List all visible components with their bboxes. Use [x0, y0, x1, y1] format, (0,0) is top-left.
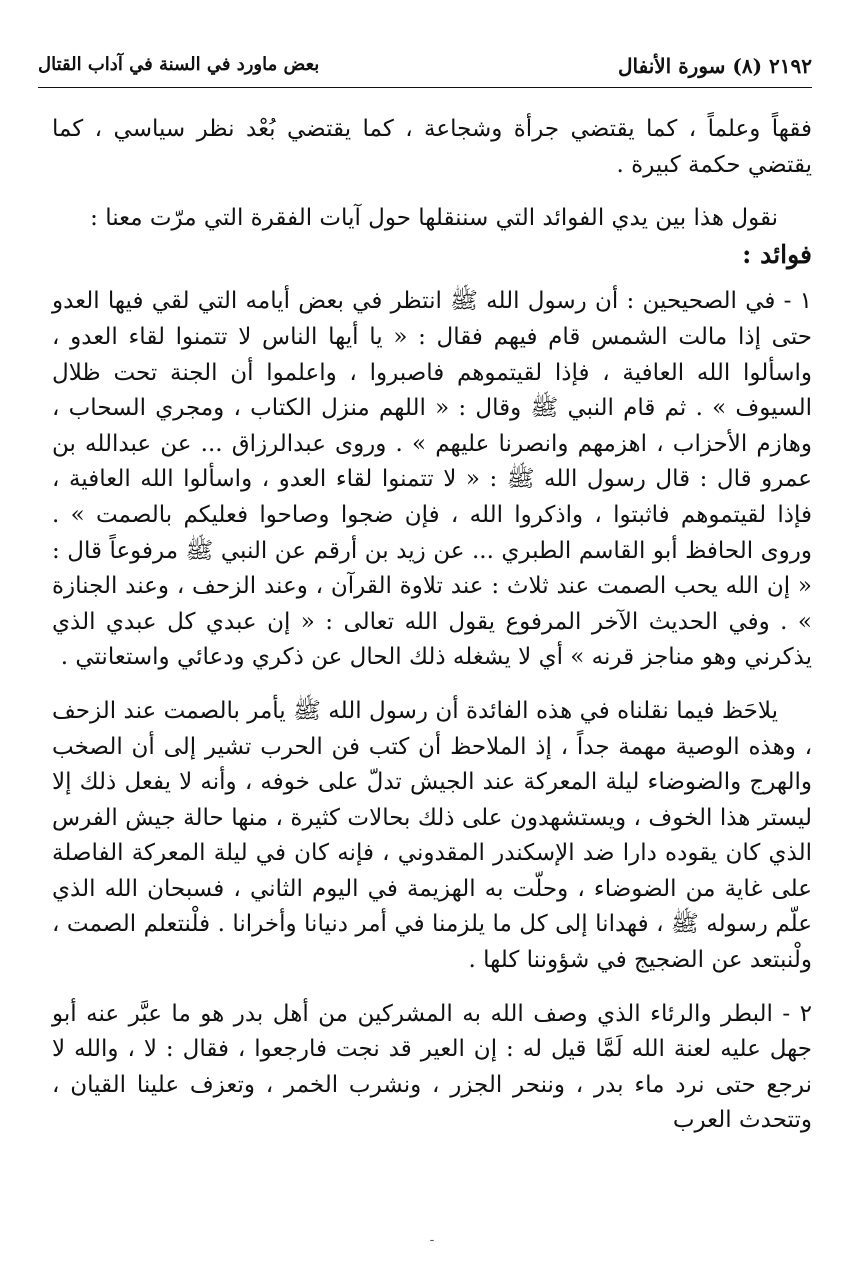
paragraph-note: يلاحَظ فيما نقلناه في هذه الفائدة أن رسول الله ﷺ يأمر بالصمت عند الزحف ، وهذه الوصية مهمة جداً ، إذ الملاحظ أن كتب فن الحرب تشير إلى أن الصخب والهرج والضوضاء ليلة المعركة عند الجيش تدلّ على خوفه ، وأنه لا يفعل ذلك إلا ليستر هذا الخوف ، ويستشهدون على ذلك بحالات كثيرة ، منها حالة جيش الفرس الذي كان يقوده دارا ضد الإسكندر المقدوني ، فإنه كان في ليلة المعركة الفاصلة على غاية من الضوضاء ، وحلّت به الهزيمة في اليوم الثاني ، فسبحان الله الذي علّم رسوله ﷺ ، فهدانا إلى كل ما يلزمنا في أمر دنيانا وأخرانا . فلْنتعلم الصمت ، ولْنبتعد عن الضجيج في شؤوننا كلها .: [52, 697, 812, 974]
header-rule: [38, 87, 812, 88]
section-title: بعض ماورد في السنة في آداب القتال: [38, 54, 320, 75]
running-header: [38, 50, 812, 86]
main-text: [52, 112, 812, 1139]
paragraph-intro: فقهاً وعلماً ، كما يقتضي جرأة وشجاعة ، كما يقتضي بُعْد نظر سياسي ، كما يقتضي حكمة كبيرة .: [52, 116, 812, 178]
paragraph-point-2: ٢ - البطر والرئاء الذي وصف الله به المشركين من أهل بدر هو ما عبَّر عنه أبو جهل عليه لعنة الله لَمَّا قيل له : إن العير قد نجت فارجعوا ، فقال : لا ، والله لا نرجع حتى نرد ماء بدر ، وننحر الجزر ، ونشرب الخمر ، وتعزف علينا القيان ، وتتحدث العرب: [52, 1000, 812, 1134]
paragraph-point-1: ١ - في الصحيحين : أن رسول الله ﷺ انتظر في بعض أيامه التي لقي فيها العدو حتى إذا مالت الشمس قام فيهم فقال : « يا أيها الناس لا تتمنوا لقاء العدو ، واسألوا الله العافية ، فإذا لقيتموهم فاصبروا ، واعلموا أن الجنة تحت ظلال السيوف » . ثم قام النبي ﷺ وقال : « اللهم منزل الكتاب ، ومجري السحاب ، وهازم الأحزاب ، اهزمهم وانصرنا عليهم » . وروى عبدالرزاق ... عن عبدالله بن عمرو قال : قال رسول الله ﷺ : « لا تتمنوا لقاء العدو ، واسألوا الله العافية ، فإذا لقيتموهم فاثبتوا ، واذكروا الله ، فإن ضجوا وصاحوا فعليكم بالصمت » . وروى الحافظ أبو القاسم الطبري ... عن زيد بن أرقم عن النبي ﷺ مرفوعاً قال : « إن الله يحب الصمت عند ثلاث : عند تلاوة القرآن ، وعند الزحف ، وعند الجنازة » . وفي الحديث الآخر المرفوع يقول الله تعالى : « إن عبدي كل عبدي الذي يذكرني وهو مناجز قرنه » أي لا يشغله ذلك الحال عن ذكري ودعائي واستعانتي .: [52, 288, 812, 671]
paragraph-transition: نقول هذا بين يدي الفوائد التي سننقلها حول آيات الفقرة التي مرّت معنا :: [90, 205, 778, 232]
footer-mark: -: [429, 1232, 435, 1248]
heading-fawaid: فوائد :: [742, 239, 812, 269]
page-number-surah: ٢١٩٢ (٨) سورة الأنفال: [617, 54, 812, 78]
